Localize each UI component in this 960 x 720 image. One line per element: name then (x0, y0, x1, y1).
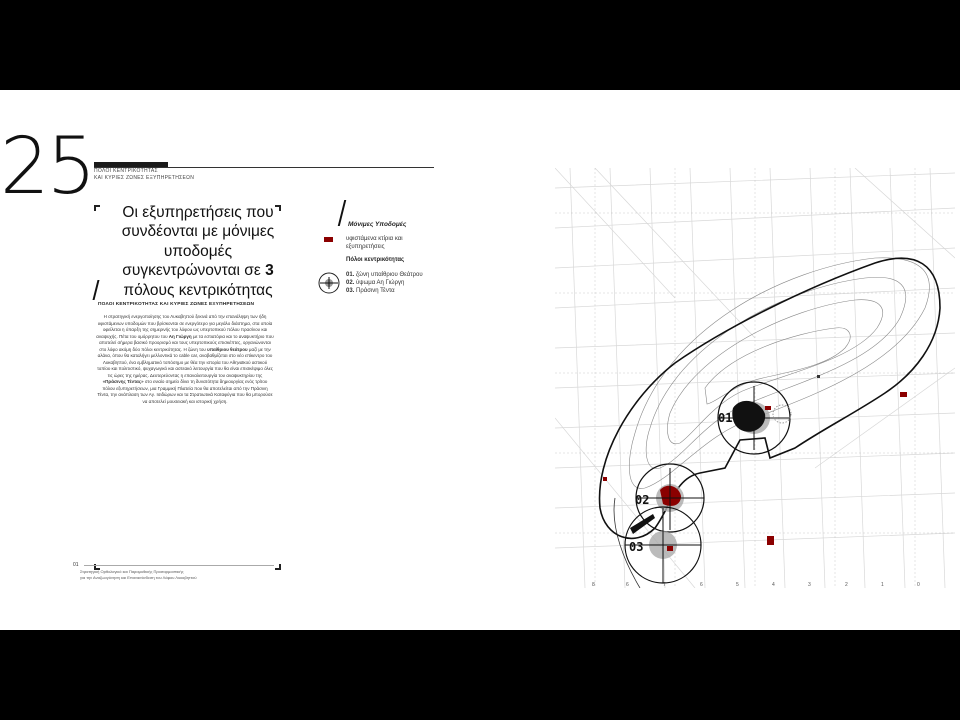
col-label: 6 (700, 582, 703, 588)
body-text: Η στρατηγική ενεργοποίησης του Λυκαβηττού ξεκινά από την επανάληψη των ήδη υφιστάμενων υποδομών που βρίσκονται σε ενεργότερο για μεγάλο διάστημα, στα οποία οφείλεται η ύπαρξη της σημερινής του λόφου ως υπερτοπικού πόλου πρασίνου και αναψυχής. Πέτα του ομόρρητου του (96, 314, 273, 339)
building-mark (817, 375, 820, 378)
pole-num: 01. (346, 272, 355, 278)
header-subtitle-line2: ΚΑΙ ΚΥΡΙΕΣ ΖΩΝΕΣ ΕΞΥΠΗΡΕΤΗΣΕΩΝ (94, 175, 195, 181)
pole-label: ζώνη υπαίθριου Θεάτρου (356, 272, 423, 278)
col-label: 3 (808, 582, 811, 588)
legend-poles-title: Πόλοι κεντρικότητας (346, 257, 405, 263)
corner-mark (94, 205, 100, 211)
legend-pole-1 (346, 272, 423, 278)
pole-label-02: 02 (635, 493, 650, 507)
footer-rule (84, 565, 274, 566)
col-label: 8 (592, 582, 595, 588)
col-label: 5 (736, 582, 739, 588)
building-mark (667, 546, 673, 551)
pole-label-03: 03 (629, 540, 644, 554)
col-label: 4 (772, 582, 775, 588)
footer-text-line2: για την Αναζωογόνηση και Επανασύνδεση του Λόφου Λυκαβηττού (80, 575, 197, 580)
section-body (96, 314, 274, 405)
building-mark (900, 392, 907, 397)
headline-part1: Οι εξυπηρετήσεις που συνδέονται με μόνιμες υποδομές συγκεντρώνονται σε (121, 204, 275, 280)
headline-part2: πόλους κεντρικότητας (123, 281, 273, 299)
legend-item1-line2: εξυπηρετήσεις (346, 244, 385, 250)
corner-mark (275, 564, 281, 570)
document-page (0, 90, 960, 630)
headline-bold: 3 (265, 262, 274, 280)
page-number: 25 (0, 122, 94, 212)
col-label: 0 (917, 582, 920, 588)
footer-number: 01 (73, 562, 79, 568)
site-map (555, 168, 955, 588)
hill-boundary (600, 258, 940, 538)
col-labels (592, 582, 920, 588)
col-label: 7 (663, 582, 666, 588)
body-text: μαζί με την αλάνα, όπου θα καταλήγει μελλοντικά το cable car, αναβαθμίζεται στο νέο επίκεντρο του Λυκαβηττού, ένα εμβληματικό τοπόσημο με θέα την ιστορία του Αθηναϊκού αστικού τοπίου και πολιτιστικό, ψυχαγωγικό και αστεακό λειτουργία που θα είναι επισκέψιμο όλες τις ώρες της ημέρας. Δευτερεύοντας η επαναλειτουργία του αναψυκτηρίου της (97, 346, 273, 378)
building-mark (765, 406, 771, 410)
legend-pole-2 (346, 280, 404, 286)
header-subtitle-line1: ΠΟΛΟΙ ΚΕΝΤΡΙΚΟΤΗΤΑΣ (94, 168, 158, 174)
headline (108, 203, 288, 300)
pole-num: 03. (346, 288, 355, 294)
footer-text-line1: Στρατηγική Ορθολογικό και Παραμυθικής Προσαρμοστικής (80, 569, 184, 574)
building-mark (767, 536, 774, 545)
body-bold: Αη Γιώργη (168, 333, 192, 339)
body-bold: υπαίθριου θεάτρου (207, 346, 248, 352)
pole-symbol-icon (318, 272, 340, 294)
pole-label: ύψωμα Αη Γιώργη (356, 280, 405, 286)
pole-num: 02. (346, 280, 355, 286)
col-label: 2 (845, 582, 848, 588)
col-label: 6 (626, 582, 629, 588)
legend-slash (338, 200, 346, 226)
pole-label-01: 01 (718, 411, 733, 425)
col-label: 1 (881, 582, 884, 588)
body-text: στο ενιαίο σημείο δίνει τη δυνατότητα δημιουργίας ενός τρίτου πόλου εξυπηρετήσεων, μια Γραμμική Πλατεία που θα αποτελείται από την Πράσινη Τέντα, την ανάπλαση των Αγ. Ισιδώρων και τα Στρατιωτικά Καταφύγια που θα μπορούσε να αποτελεί μουσειακή και ιστορική χρήση. (97, 379, 273, 404)
slash-mark (93, 280, 100, 300)
body-text: με τα εστιατόρια και το αναψυκτήριο που αποτελεί σήμερα βασικό προορισμό και τους υπερτοπικούς επισκέπτες, οργανώνονται στο λόφο ακόμη δύο πόλοι κεντρικότητας. Η ζώνη του (99, 333, 274, 352)
pole-label: Πράσινη Τέντα (356, 288, 395, 294)
legend-title: Μόνιμες Υποδομές (348, 221, 407, 228)
body-bold: «Πράσινης Τέντας» (102, 379, 144, 385)
legend-swatch (324, 237, 333, 242)
legend-pole-3 (346, 288, 395, 294)
building-mark (603, 477, 607, 481)
legend-item1-line1: υφιστάμενα κτίρια και (346, 236, 403, 242)
section-heading: ΠΟΛΟΙ ΚΕΝΤΡΙΚΟΤΗΤΑΣ ΚΑΙ ΚΥΡΙΕΣ ΖΩΝΕΣ ΕΞΥΠΗΡΕΤΗΣΕΩΝ (98, 302, 255, 307)
